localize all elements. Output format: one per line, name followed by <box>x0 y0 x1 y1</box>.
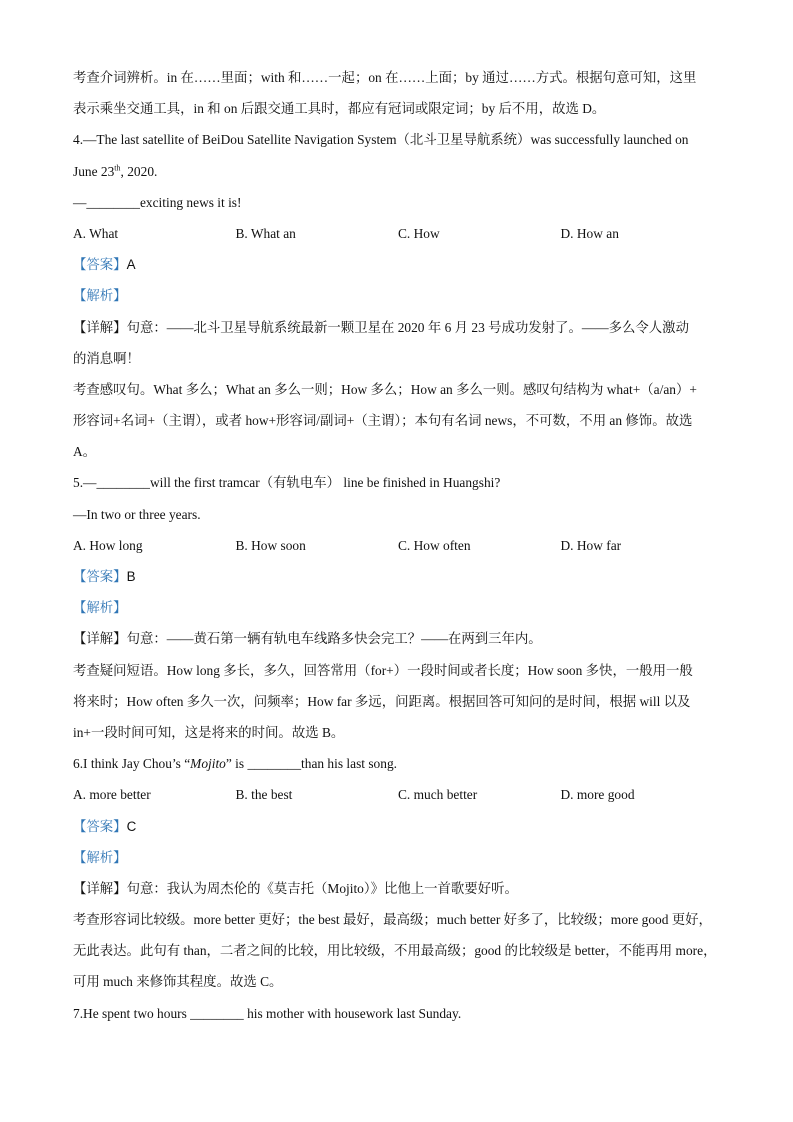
q5-option-b: B. How soon <box>235 537 306 553</box>
q3-explanation-line-2: 表示乘坐交通工具，in 和 on 后跟交通工具时，都应有冠词或限定词；by 后不用，故选 D。 <box>73 101 606 117</box>
q5-option-a: A. How long <box>73 537 143 553</box>
q6-stem-mid: ” is <box>225 756 248 772</box>
q5-stem-text: will the first tramcar（有轨电车） line be finished in Huangshi? <box>150 475 501 491</box>
detail-label: 【详解】 <box>73 880 127 896</box>
q5-options <box>73 530 723 561</box>
analysis-label: 【解析】 <box>73 288 127 304</box>
q4-detail-text: 句意：——北斗卫星导航系统最新一颗卫星在 2020 年 6 月 23 号成功发射了。——多么令人激动 <box>126 319 689 335</box>
document-page <box>73 62 723 1029</box>
analysis-label: 【解析】 <box>73 849 127 865</box>
q5-detail-line-1 <box>73 623 723 654</box>
q3-explanation-line-1: 考查介词辨析。in 在……里面；with 和……一起；on 在……上面；by 通过……方式。根据句意可知，这里 <box>73 70 697 85</box>
q4-option-d: D. How an <box>560 225 619 241</box>
q4-option-a: A. What <box>73 225 119 241</box>
q6-stem-end: than his last song. <box>301 756 397 772</box>
q4-date-suffix: th <box>114 163 121 173</box>
detail-label: 【详解】 <box>73 319 127 335</box>
answer-label: 【答案】 <box>73 818 127 834</box>
q6-option-a: A. more better <box>73 787 151 803</box>
detail-label: 【详解】 <box>73 631 127 647</box>
q6-stem-line <box>73 748 723 779</box>
q4-dash: — <box>73 194 87 210</box>
q7-stem-line <box>73 998 723 1029</box>
q5-analysis-line <box>73 592 723 623</box>
q4-explanation-line-1: 考查感叹句。What 多么；What an 多么一则；How 多么；How an 多么一则。感叹句结构为 what+（a/an）+ <box>73 381 697 397</box>
q5-answer-line <box>73 561 723 592</box>
q7-blank: ________ <box>190 1005 244 1021</box>
q6-explanation-line-3: 可用 much 来修饰其程度。故选 C。 <box>73 974 283 990</box>
q5-stem-line-1 <box>73 467 723 498</box>
q6-analysis-line <box>73 842 723 873</box>
q4-date: June 23 <box>73 163 115 179</box>
q7-stem-start: 7.He spent two hours <box>73 1005 191 1021</box>
q5-answer: B <box>126 569 136 584</box>
q4-stem-line-3 <box>73 187 723 218</box>
q6-option-d: D. more good <box>560 787 635 803</box>
q6-explanation-line-1: 考查形容词比较级。more better 更好；the best 最好，最高级；much better 好多了，比较级；more good 更好， <box>73 912 712 928</box>
q6-explanation-line-2: 无此表达。此句有 than，二者之间的比较，用比较级，不用最高级；good 的比较级是 better，不能再用 more， <box>73 943 717 959</box>
q5-stem-line-2: —In two or three years. <box>73 506 201 522</box>
q4-detail-line-1 <box>73 312 723 343</box>
q5-explanation-line-2: 将来时；How often 多久一次，问频率；How far 多远，问距离。根据回答可知问的是时间，根据 will 以及 <box>73 693 691 709</box>
q6-option-c: C. much better <box>398 787 478 803</box>
q5-option-c: C. How often <box>398 537 471 553</box>
analysis-label: 【解析】 <box>73 600 127 616</box>
answer-label: 【答案】 <box>73 257 127 273</box>
q5-number: 5.— <box>73 475 97 491</box>
q4-answer-line <box>73 249 723 280</box>
q6-stem-start: 6.I think Jay Chou’s “ <box>73 756 191 772</box>
q4-answer: A <box>126 257 136 273</box>
q4-options <box>73 218 723 249</box>
q4-analysis-line <box>73 280 723 311</box>
q5-detail-text: 句意：——黄石第一辆有轨电车线路多快会完工？——在两到三年内。 <box>126 631 542 647</box>
q4-stem-line-2 <box>73 156 723 187</box>
q5-option-d: D. How far <box>560 537 622 553</box>
q6-song-title: Mojito <box>190 756 226 772</box>
q4-option-c: C. How <box>398 225 440 241</box>
answer-label: 【答案】 <box>73 569 127 584</box>
q6-detail-text: 句意：我认为周杰伦的《莫吉托（Mojito）》比他上一首歌要好听。 <box>126 880 518 896</box>
q4-blank: ________ <box>86 194 140 210</box>
q4-detail-line-2: 的消息啊！ <box>73 350 140 366</box>
q7-stem-end: his mother with housework last Sunday. <box>243 1005 462 1021</box>
q4-stem-text: exciting news it is! <box>139 194 242 210</box>
q6-option-b: B. the best <box>235 787 293 803</box>
q6-blank: ________ <box>247 756 302 772</box>
q4-explanation-line-2: 形容词+名词+（主谓），或者 how+形容词/副词+（主谓）；本句有名词 news，不可数，不用 an 修饰。故选 <box>73 413 693 429</box>
q5-blank: ________ <box>96 475 150 491</box>
q4-stem-line-1: 4.—The last satellite of BeiDou Satellite Navigation System（北斗卫星导航系统）was successfully launched on <box>73 132 689 148</box>
q4-option-b: B. What an <box>235 225 296 241</box>
q6-answer: C <box>126 818 137 834</box>
q6-answer-line <box>73 811 723 842</box>
q5-explanation-line-3: in+一段时间可知，这是将来的时间。故选 B。 <box>73 724 345 740</box>
q4-year: , 2020. <box>120 163 158 179</box>
q4-explanation-line-3: A。 <box>73 444 97 460</box>
q6-options <box>73 779 723 810</box>
q6-detail-line-1 <box>73 873 723 904</box>
q5-explanation-line-1: 考查疑问短语。How long 多长，多久，回答常用（for+）一段时间或者长度；How soon 多快，一般用一般 <box>73 662 693 678</box>
